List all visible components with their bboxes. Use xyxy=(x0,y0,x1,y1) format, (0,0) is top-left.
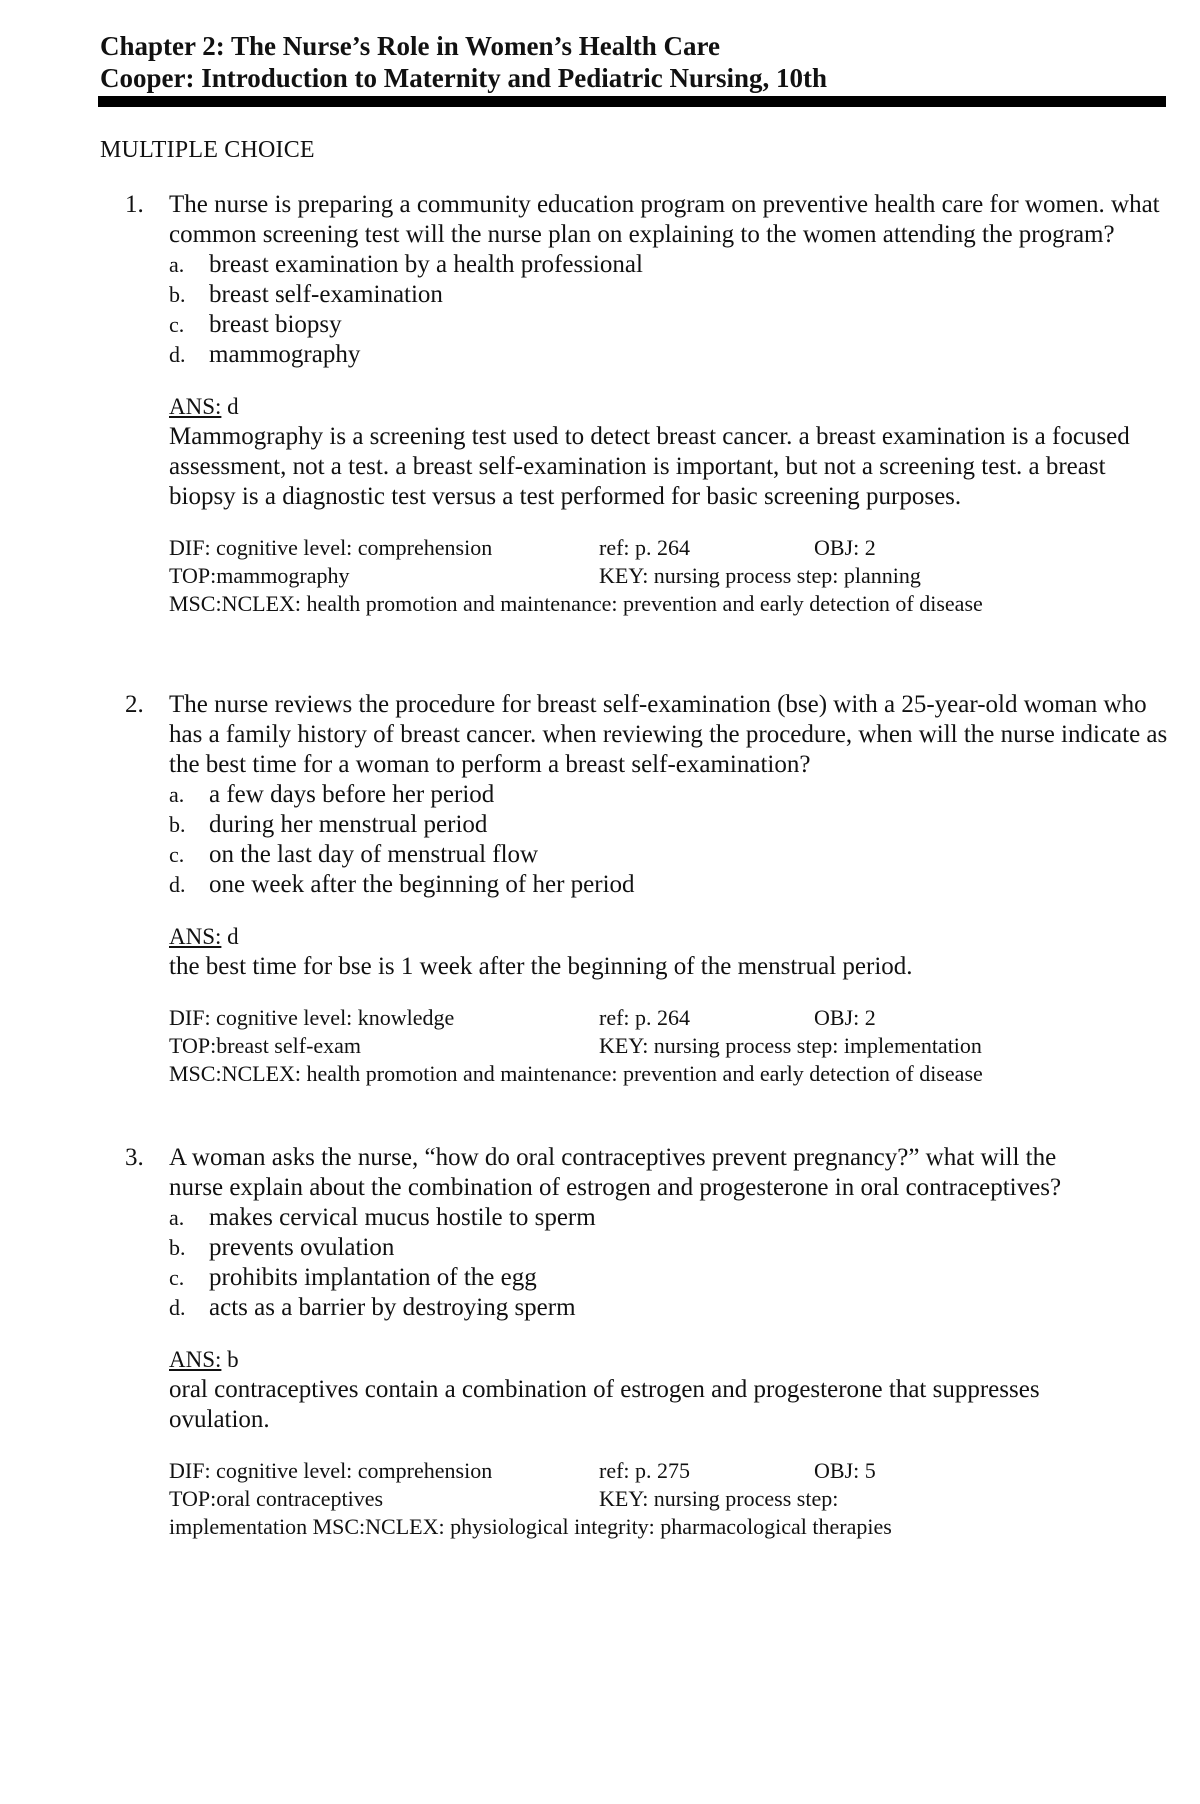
msc: MSC:NCLEX: health promotion and maintenance: prevention and early detection of disease xyxy=(169,1061,983,1086)
document-header xyxy=(100,30,1165,94)
option-text: on the last day of menstrual flow xyxy=(209,841,539,868)
option-text: during her menstrual period xyxy=(209,811,488,838)
metadata-block xyxy=(169,534,1170,618)
section-heading: MULTIPLE CHOICE xyxy=(100,137,315,163)
question-3 xyxy=(125,1143,1170,1541)
objective: OBJ: 2 xyxy=(814,535,876,560)
option-letter: a. xyxy=(169,782,185,807)
option-list xyxy=(169,780,1170,900)
answer-value: d xyxy=(227,394,239,419)
answer-block xyxy=(169,1345,1170,1435)
reference: ref: p. 275 xyxy=(599,1458,691,1483)
difficulty: DIF: cognitive level: comprehension xyxy=(169,535,493,560)
answer-block xyxy=(169,922,1170,982)
option-text: acts as a barrier by destroying sperm xyxy=(209,1294,576,1321)
option-list xyxy=(169,250,1170,370)
objective: OBJ: 2 xyxy=(814,1005,876,1030)
option-letter: a. xyxy=(169,1205,185,1230)
option-d xyxy=(169,340,1170,370)
question-text: A woman asks the nurse, “how do oral contraceptives prevent pregnancy?” what will the nurse explain about the combination of estrogen and progesterone in oral contraceptives? xyxy=(169,1144,1062,1201)
option-b xyxy=(169,280,1170,310)
header-rule xyxy=(98,96,1166,107)
option-letter: b. xyxy=(169,812,186,837)
metadata-block xyxy=(169,1004,1170,1088)
option-text: a few days before her period xyxy=(209,781,495,808)
msc: MSC:NCLEX: health promotion and maintenance: prevention and early detection of disease xyxy=(169,591,983,616)
answer-value: d xyxy=(227,924,239,949)
option-text: prohibits implantation of the egg xyxy=(209,1264,537,1291)
topic: TOP:breast self-exam xyxy=(169,1033,362,1058)
topic: TOP:oral contraceptives xyxy=(169,1486,384,1511)
key: KEY: nursing process step: planning xyxy=(599,563,921,588)
option-text: mammography xyxy=(209,341,361,368)
option-text: breast examination by a health professional xyxy=(209,251,643,278)
option-letter: d. xyxy=(169,342,186,367)
option-b xyxy=(169,1233,1170,1263)
option-letter: b. xyxy=(169,282,186,307)
reference: ref: p. 264 xyxy=(599,1005,691,1030)
option-a xyxy=(169,780,1170,810)
option-letter: c. xyxy=(169,842,185,867)
objective: OBJ: 5 xyxy=(814,1458,876,1483)
option-letter: c. xyxy=(169,1265,185,1290)
rationale: oral contraceptives contain a combination of estrogen and progesterone that suppresses ovulation. xyxy=(169,1376,1040,1433)
key: KEY: nursing process step: xyxy=(599,1486,839,1511)
rationale: Mammography is a screening test used to detect breast cancer. a breast examination is a focused assessment, not a test. a breast self-examination is important, but not a screening test. a breast biopsy is a diagnostic test versus a test performed for basic screening purposes. xyxy=(169,423,1130,510)
question-text: The nurse reviews the procedure for breast self-examination (bse) with a 25-year-old woman who has a family history of breast cancer. when reviewing the procedure, when will the nurse indicate as the best time for a woman to perform a breast self-examination? xyxy=(169,691,1168,778)
option-b xyxy=(169,810,1170,840)
option-letter: a. xyxy=(169,252,185,277)
option-c xyxy=(169,1263,1170,1293)
option-d xyxy=(169,870,1170,900)
question-1 xyxy=(125,190,1170,618)
metadata-block xyxy=(169,1457,1170,1541)
topic: TOP:mammography xyxy=(169,563,350,588)
option-a xyxy=(169,1203,1170,1233)
difficulty: DIF: cognitive level: comprehension xyxy=(169,1458,493,1483)
option-text: makes cervical mucus hostile to sperm xyxy=(209,1204,596,1231)
option-letter: d. xyxy=(169,872,186,897)
option-d xyxy=(169,1293,1170,1323)
answer-value: b xyxy=(227,1347,239,1372)
option-list xyxy=(169,1203,1170,1323)
option-c xyxy=(169,310,1170,340)
option-letter: c. xyxy=(169,312,185,337)
rationale: the best time for bse is 1 week after the beginning of the menstrual period. xyxy=(169,953,913,980)
question-number: 1. xyxy=(125,191,144,218)
difficulty: DIF: cognitive level: knowledge xyxy=(169,1005,455,1030)
question-text: The nurse is preparing a community education program on preventive health care for women. what common screening test will the nurse plan on explaining to the women attending the program? xyxy=(169,191,1160,248)
answer-label: ANS: xyxy=(169,394,222,419)
option-c xyxy=(169,840,1170,870)
question-number: 2. xyxy=(125,691,144,718)
reference: ref: p. 264 xyxy=(599,535,691,560)
answer-label: ANS: xyxy=(169,1347,222,1372)
answer-label: ANS: xyxy=(169,924,222,949)
option-letter: b. xyxy=(169,1235,186,1260)
question-2 xyxy=(125,690,1170,1088)
option-text: breast self-examination xyxy=(209,281,443,308)
option-text: prevents ovulation xyxy=(209,1234,395,1261)
book-title: Cooper: Introduction to Maternity and Pediatric Nursing, 10th xyxy=(100,63,827,93)
option-text: one week after the beginning of her period xyxy=(209,871,635,898)
key: KEY: nursing process step: implementation xyxy=(599,1033,982,1058)
msc: implementation MSC:NCLEX: physiological integrity: pharmacological therapies xyxy=(169,1514,892,1539)
question-number: 3. xyxy=(125,1144,144,1171)
option-a xyxy=(169,250,1170,280)
answer-block xyxy=(169,392,1170,512)
option-letter: d. xyxy=(169,1295,186,1320)
chapter-title: Chapter 2: The Nurse’s Role in Women’s Health Care xyxy=(100,31,720,61)
option-text: breast biopsy xyxy=(209,311,342,338)
